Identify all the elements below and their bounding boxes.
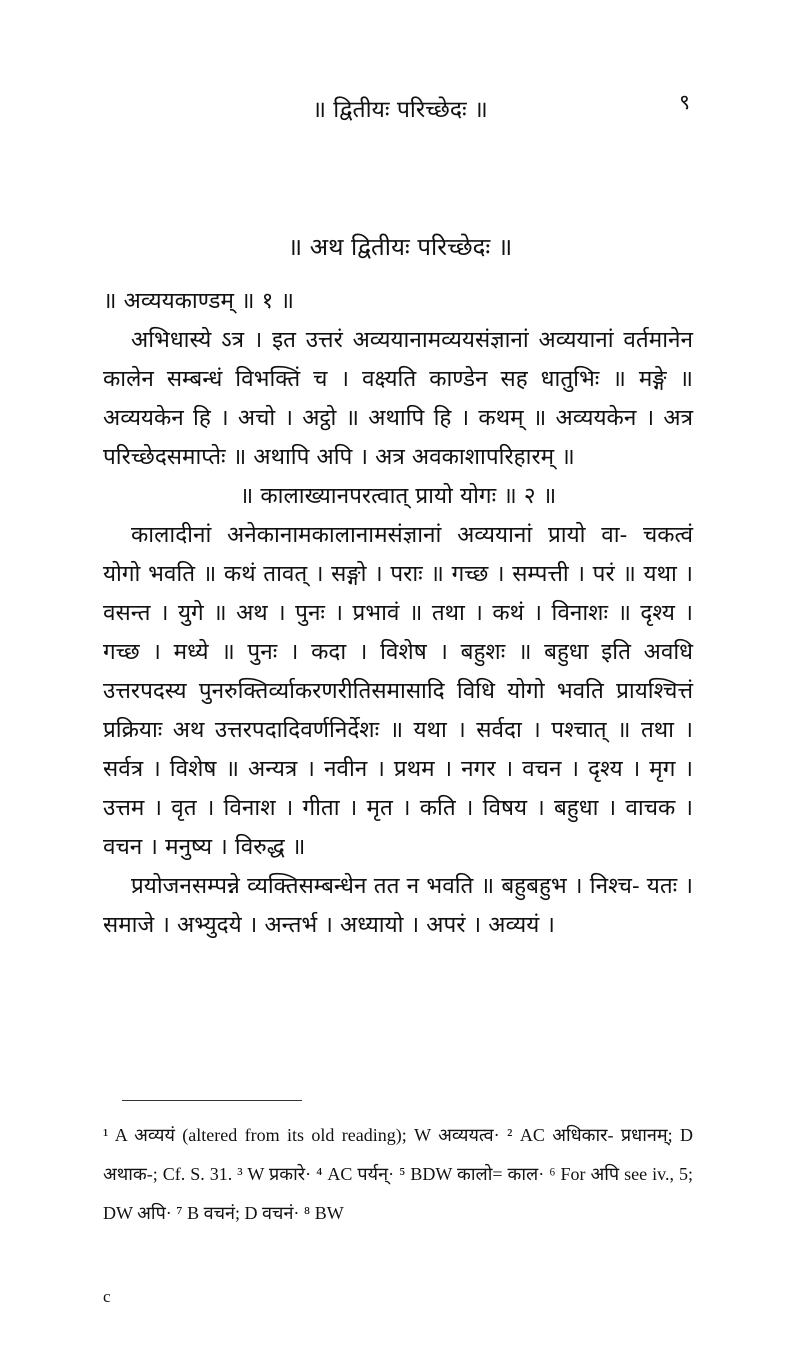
section-title-1: ॥ अव्ययकाण्डम् ॥ १ ॥ [103,288,295,314]
section-title-2: ॥ कालाख्यानपरत्वात् प्रायो योगः ॥ २ ॥ [239,483,557,509]
main-text [103,282,693,945]
footnotes [103,1116,693,1233]
paragraph-2: कालादीनां अनेकानामकालानामसंज्ञानां अव्ययानां प्रायो वा- चकत्वं योगो भवति ॥ कथं तावत् । सङ्गो । पराः ॥ गच्छ । सम्पत्ती । परं ॥ यथा । वसन्त । युगे ॥ अथ । पुनः । प्रभावं ॥ तथा । कथं । विनाशः ॥ दृश्य । गच्छ । मध्ये ॥ पुनः । कदा । विशेष । बहुशः ॥ बहुधा इति अवधि उत्तरपदस्य पुनरुक्तिर्व्याकरणरीतिसमासादि विधि योगो भवति प्रायश्चित्तं प्रक्रियाः अथ उत्तरपदादिवर्णनिर्देशः ॥ यथा । सर्वदा । पश्चात् ॥ तथा । सर्वत्र । विशेष ॥ अन्यत्र । नवीन । प्रथम । नगर । वचन । दृश्य । मृग । उत्तम । वृत । विनाश । गीता । मृत । कति । विषय । बहुधा । वाचक । वचन । मनुष्य । विरुद्ध ॥ [103,522,693,860]
signature-mark: c [103,1287,111,1306]
footnote-divider [122,1100,302,1101]
footnote-block: ¹ A अव्ययं (altered from its old reading); W अव्ययत्व· ² AC अधिकार- प्रधानम्; D अथाक-; Cf. S. 31. ³ W प्रकारे· ⁴ AC पर्यन्· ⁵ BDW कालो= काल· ⁶ For अपि see iv., 5; DW अपि· ⁷ B वचनं; D वचनं· ⁸ BW [103,1125,693,1223]
paragraph-3: प्रयोजनसम्पन्ने व्यक्तिसम्बन्धेन तत न भवति ॥ बहुबहुभ । निश्च- यतः । समाजे । अभ्युदये । अन्तर्भ । अध्यायो । अपरं । अव्ययं । [103,873,693,938]
paragraph-1: अभिधास्ये ऽत्र । इत उत्तरं अव्ययानामव्ययसंज्ञानां अव्ययानां वर्तमानेन कालेन सम्बन्धं विभक्तिं च । वक्ष्यति काण्डेन सह धातुभिः ॥ मङ्गे ॥ अव्ययकेन हि । अचो । अट्ठो ॥ अथापि हि । कथम् ॥ अव्ययकेन । अत्र परिच्छेदसमाप्तेः ॥ अथापि अपि । अत्र अवकाशापरिहारम् ॥ [103,327,693,470]
chapter-title: ॥ अथ द्वितीयः परिच्छेदः ॥ [287,233,513,261]
running-header: ॥ द्वितीयः परिच्छेदः ॥ [312,97,488,123]
page-number: ९ [679,90,690,114]
